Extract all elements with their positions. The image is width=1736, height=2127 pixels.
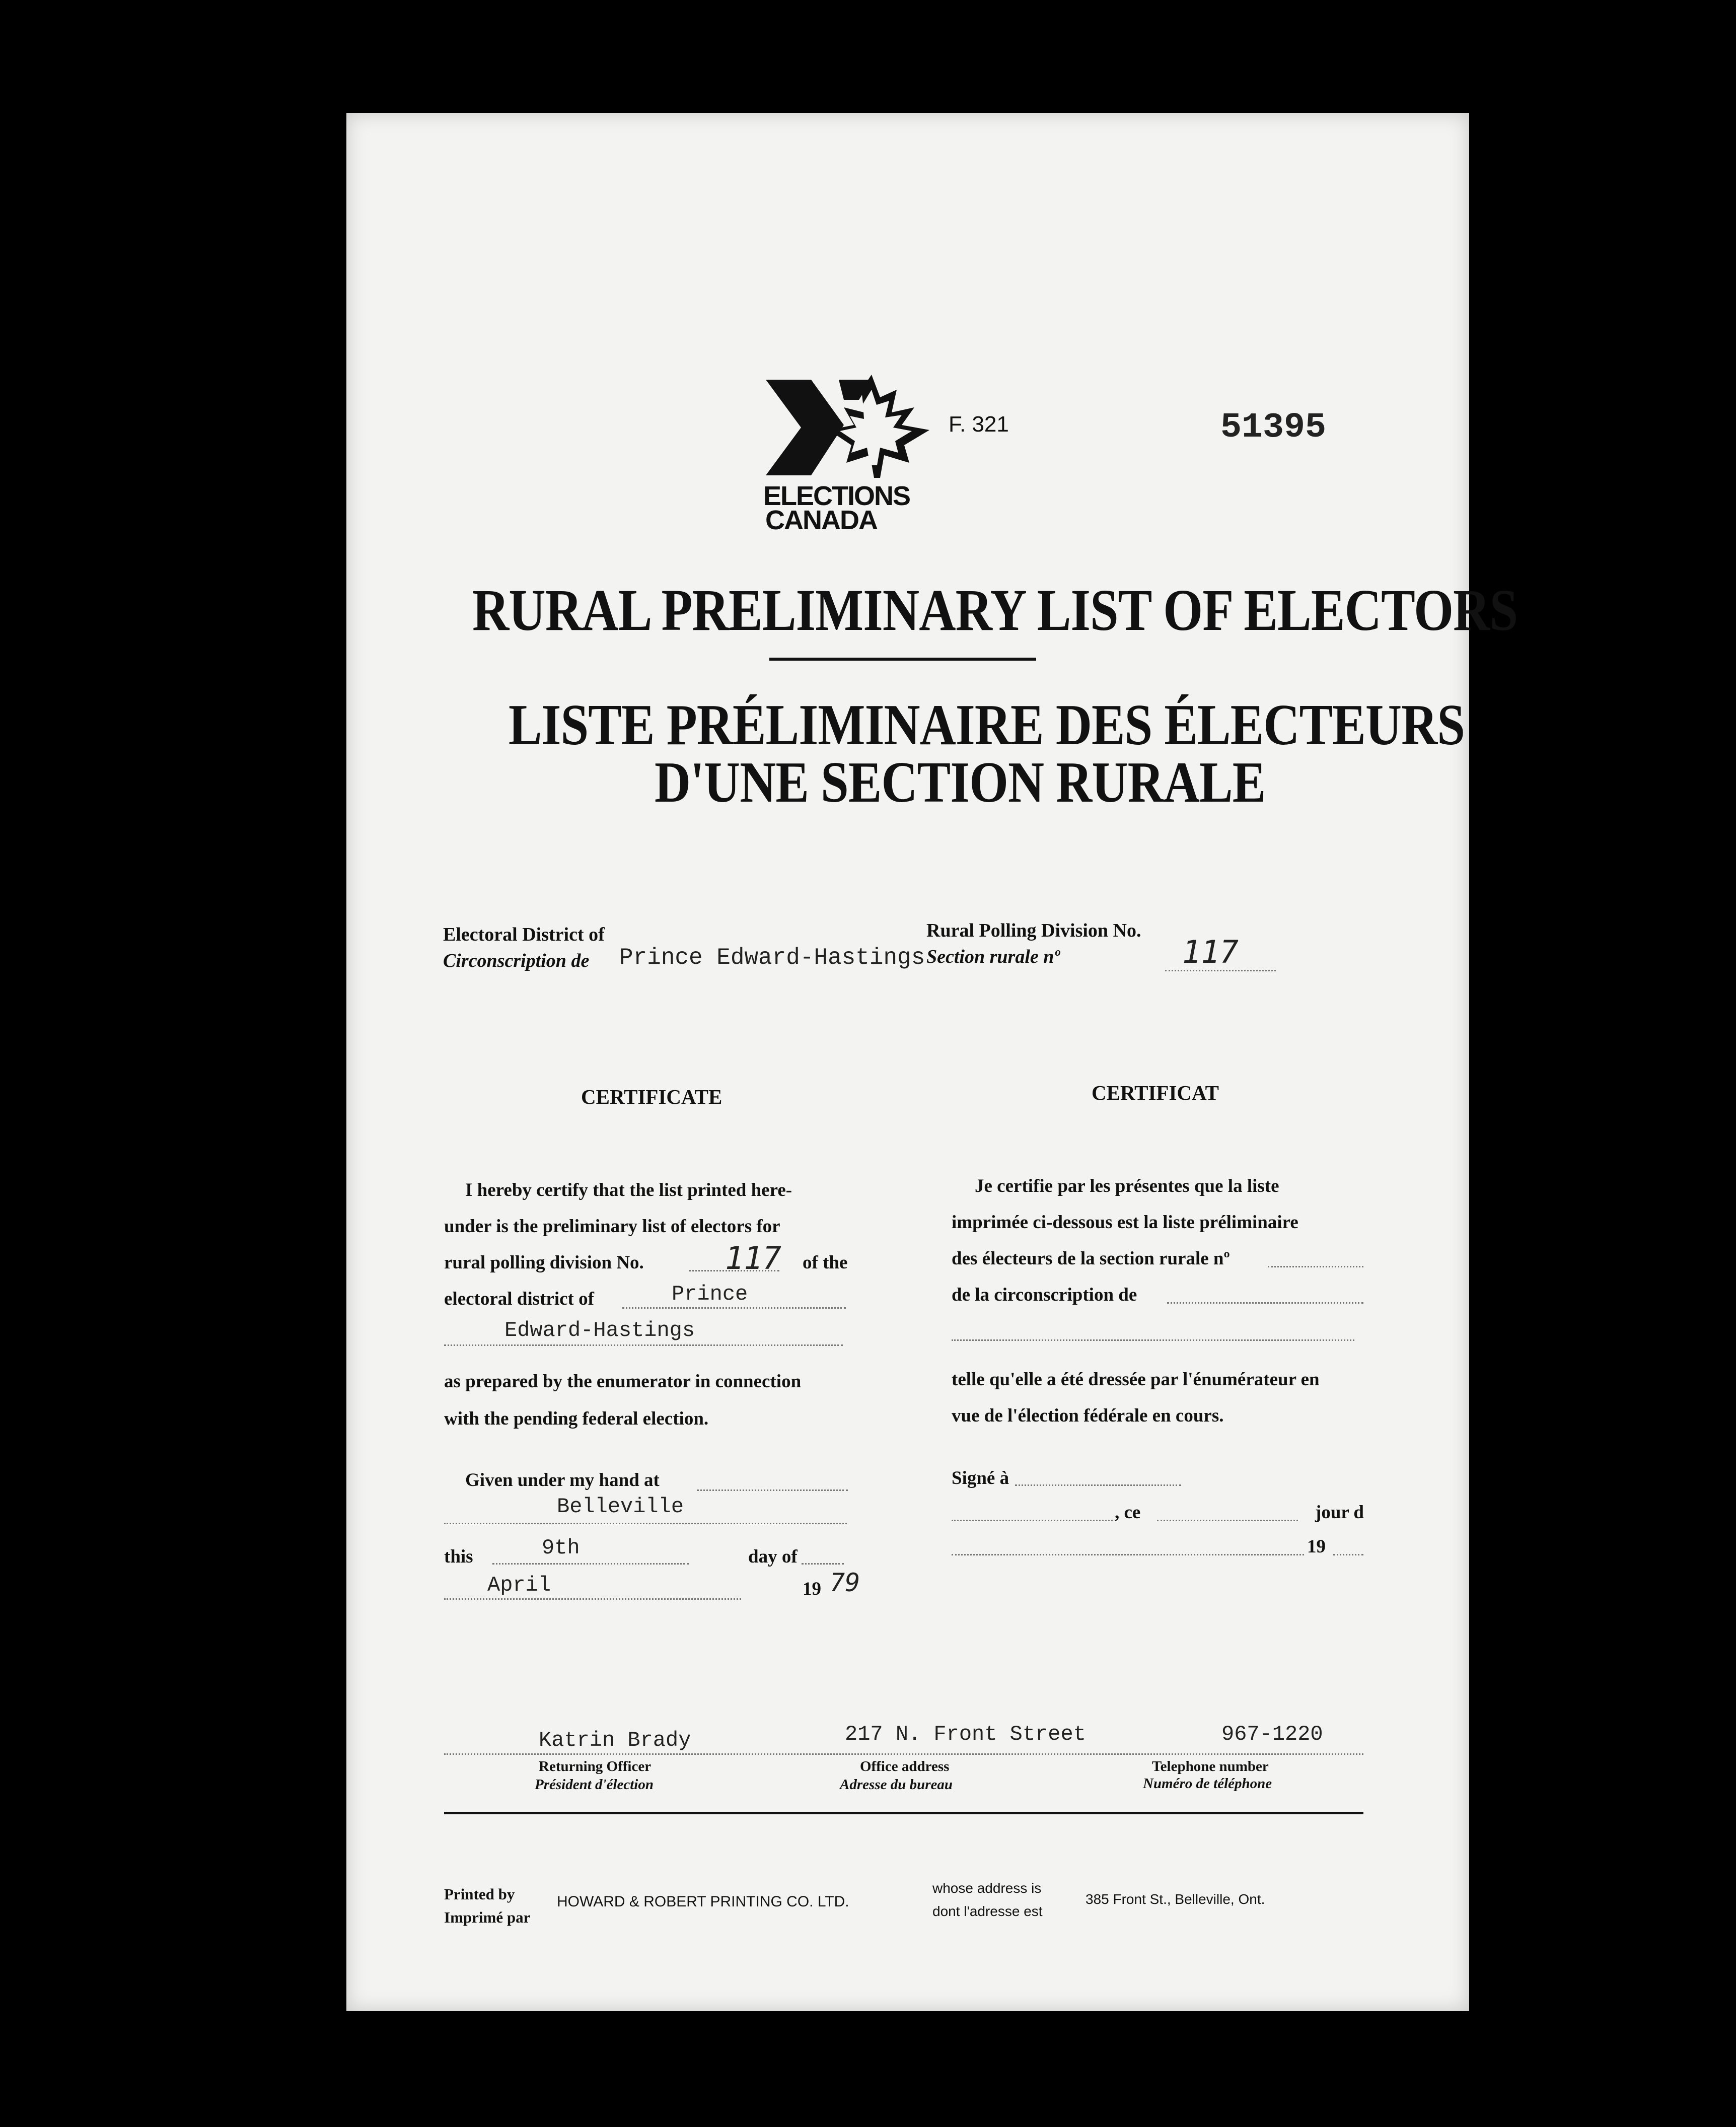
whose-address-en: whose address is xyxy=(932,1880,1042,1896)
cert-fr-line1: Je certifie par les présentes que la liste xyxy=(975,1176,1279,1196)
address-label-en: Office address xyxy=(860,1758,950,1775)
cert-fr-signed-line xyxy=(1015,1484,1181,1486)
footer-divider xyxy=(444,1812,1363,1814)
maple-leaf-x-icon xyxy=(763,370,955,485)
cert-en-line3a: rural polling division No. xyxy=(444,1252,644,1273)
cert-fr-line6: vue de l'élection fédérale en cours. xyxy=(952,1405,1224,1426)
cert-en-day-value: 9th xyxy=(542,1536,580,1560)
cert-en-line4a: electoral district of xyxy=(444,1289,594,1309)
district-label-en: Electoral District of xyxy=(443,924,605,945)
cert-en-district-line1 xyxy=(622,1307,846,1309)
serial-number: 51395 xyxy=(1220,408,1327,448)
cert-fr-year-line xyxy=(1333,1554,1363,1555)
cert-fr-month-line xyxy=(952,1554,1304,1555)
cert-en-district-value2: Edward-Hastings xyxy=(504,1318,695,1342)
officer-label-en: Returning Officer xyxy=(539,1758,652,1775)
title-french-line1: LISTE PRÉLIMINAIRE DES ÉLECTEURS xyxy=(509,693,1465,757)
cert-fr-place-line xyxy=(952,1520,1113,1521)
signature-line xyxy=(444,1753,1363,1755)
logo-text-elections: ELECTIONS xyxy=(763,481,910,511)
cert-en-year-value: 79 xyxy=(830,1568,860,1597)
cert-fr-line3: des électeurs de la section rurale nº xyxy=(952,1248,1230,1269)
printer-name: HOWARD & ROBERT PRINTING CO. LTD. xyxy=(557,1893,849,1910)
elections-canada-logo xyxy=(763,370,955,536)
title-divider xyxy=(769,658,1036,661)
cert-fr-section-line xyxy=(1268,1266,1363,1267)
cert-en-month-line-a xyxy=(802,1563,844,1565)
cert-en-line2: under is the preliminary list of electors for xyxy=(444,1216,780,1237)
printer-address: 385 Front St., Belleville, Ont. xyxy=(1086,1891,1265,1907)
address-label-fr: Adresse du bureau xyxy=(840,1777,953,1793)
cert-en-line3b: of the xyxy=(803,1252,848,1273)
cert-fr-day-line xyxy=(1157,1520,1298,1521)
title-french-line2: D'UNE SECTION RURALE xyxy=(655,750,1266,815)
certificate-heading-fr: CERTIFICAT xyxy=(1092,1081,1219,1104)
cert-fr-year-prefix: 19 xyxy=(1307,1536,1326,1557)
cert-fr-district-line2 xyxy=(952,1339,1354,1341)
polling-label-fr: Section rurale nº xyxy=(926,946,1060,967)
cert-en-line6: with the pending federal election. xyxy=(444,1408,709,1429)
cert-en-place-value: Belleville xyxy=(557,1495,684,1519)
logo-text-canada: CANADA xyxy=(765,505,877,535)
officer-name: Katrin Brady xyxy=(539,1728,691,1752)
cert-en-line1: I hereby certify that the list printed here- xyxy=(465,1180,792,1200)
cert-en-given-line xyxy=(697,1490,848,1491)
cert-en-given-label: Given under my hand at xyxy=(465,1470,660,1491)
polling-division-value: 117 xyxy=(1182,934,1239,970)
document-page xyxy=(346,113,1518,2011)
cert-en-district-value1: Prince xyxy=(672,1282,748,1306)
polling-label-en: Rural Polling Division No. xyxy=(926,920,1141,941)
cert-fr-line2: imprimée ci-dessous est la liste préliminaire xyxy=(952,1212,1298,1233)
cert-fr-district-line1 xyxy=(1167,1302,1363,1304)
cert-en-division-value: 117 xyxy=(725,1240,781,1277)
form-number: F. 321 xyxy=(949,412,1009,437)
cert-en-month-value: April xyxy=(487,1573,551,1597)
cert-en-this-label: this xyxy=(444,1546,473,1567)
certificate-heading-en: CERTIFICATE xyxy=(581,1085,722,1108)
polling-division-line xyxy=(1165,970,1276,971)
officer-label-fr: Président d'élection xyxy=(535,1777,654,1793)
district-label-fr: Circonscription de xyxy=(443,950,590,971)
phone-label-fr: Numéro de téléphone xyxy=(1143,1776,1272,1792)
printed-by-en: Printed by xyxy=(444,1885,515,1903)
cert-fr-ce-label: , ce xyxy=(1115,1502,1141,1523)
cert-en-line5: as prepared by the enumerator in connection xyxy=(444,1371,802,1392)
cert-fr-signed-label: Signé à xyxy=(952,1468,1009,1488)
cert-en-month-line xyxy=(444,1598,741,1600)
whose-address-fr: dont l'adresse est xyxy=(932,1903,1043,1919)
cert-en-district-line2 xyxy=(444,1344,843,1346)
cert-fr-line4: de la circonscription de xyxy=(952,1285,1137,1305)
district-value: Prince Edward-Hastings xyxy=(619,945,925,971)
cert-en-place-line xyxy=(444,1523,847,1524)
phone-label-en: Telephone number xyxy=(1152,1758,1269,1775)
cert-en-year-prefix: 19 xyxy=(803,1579,821,1599)
office-address: 217 N. Front Street xyxy=(845,1722,1086,1746)
cert-fr-jour-label: jour d xyxy=(1315,1502,1364,1523)
title-english: RURAL PRELIMINARY LIST OF ELECTORS xyxy=(472,577,1518,643)
telephone-number: 967-1220 xyxy=(1221,1722,1323,1746)
cert-en-day-of-label: day of xyxy=(748,1546,798,1567)
cert-en-division-line xyxy=(689,1270,779,1271)
printed-by-fr: Imprimé par xyxy=(444,1908,531,1926)
cert-fr-line5: telle qu'elle a été dressée par l'énumérateur en xyxy=(952,1369,1320,1390)
cert-en-day-line xyxy=(492,1563,689,1565)
